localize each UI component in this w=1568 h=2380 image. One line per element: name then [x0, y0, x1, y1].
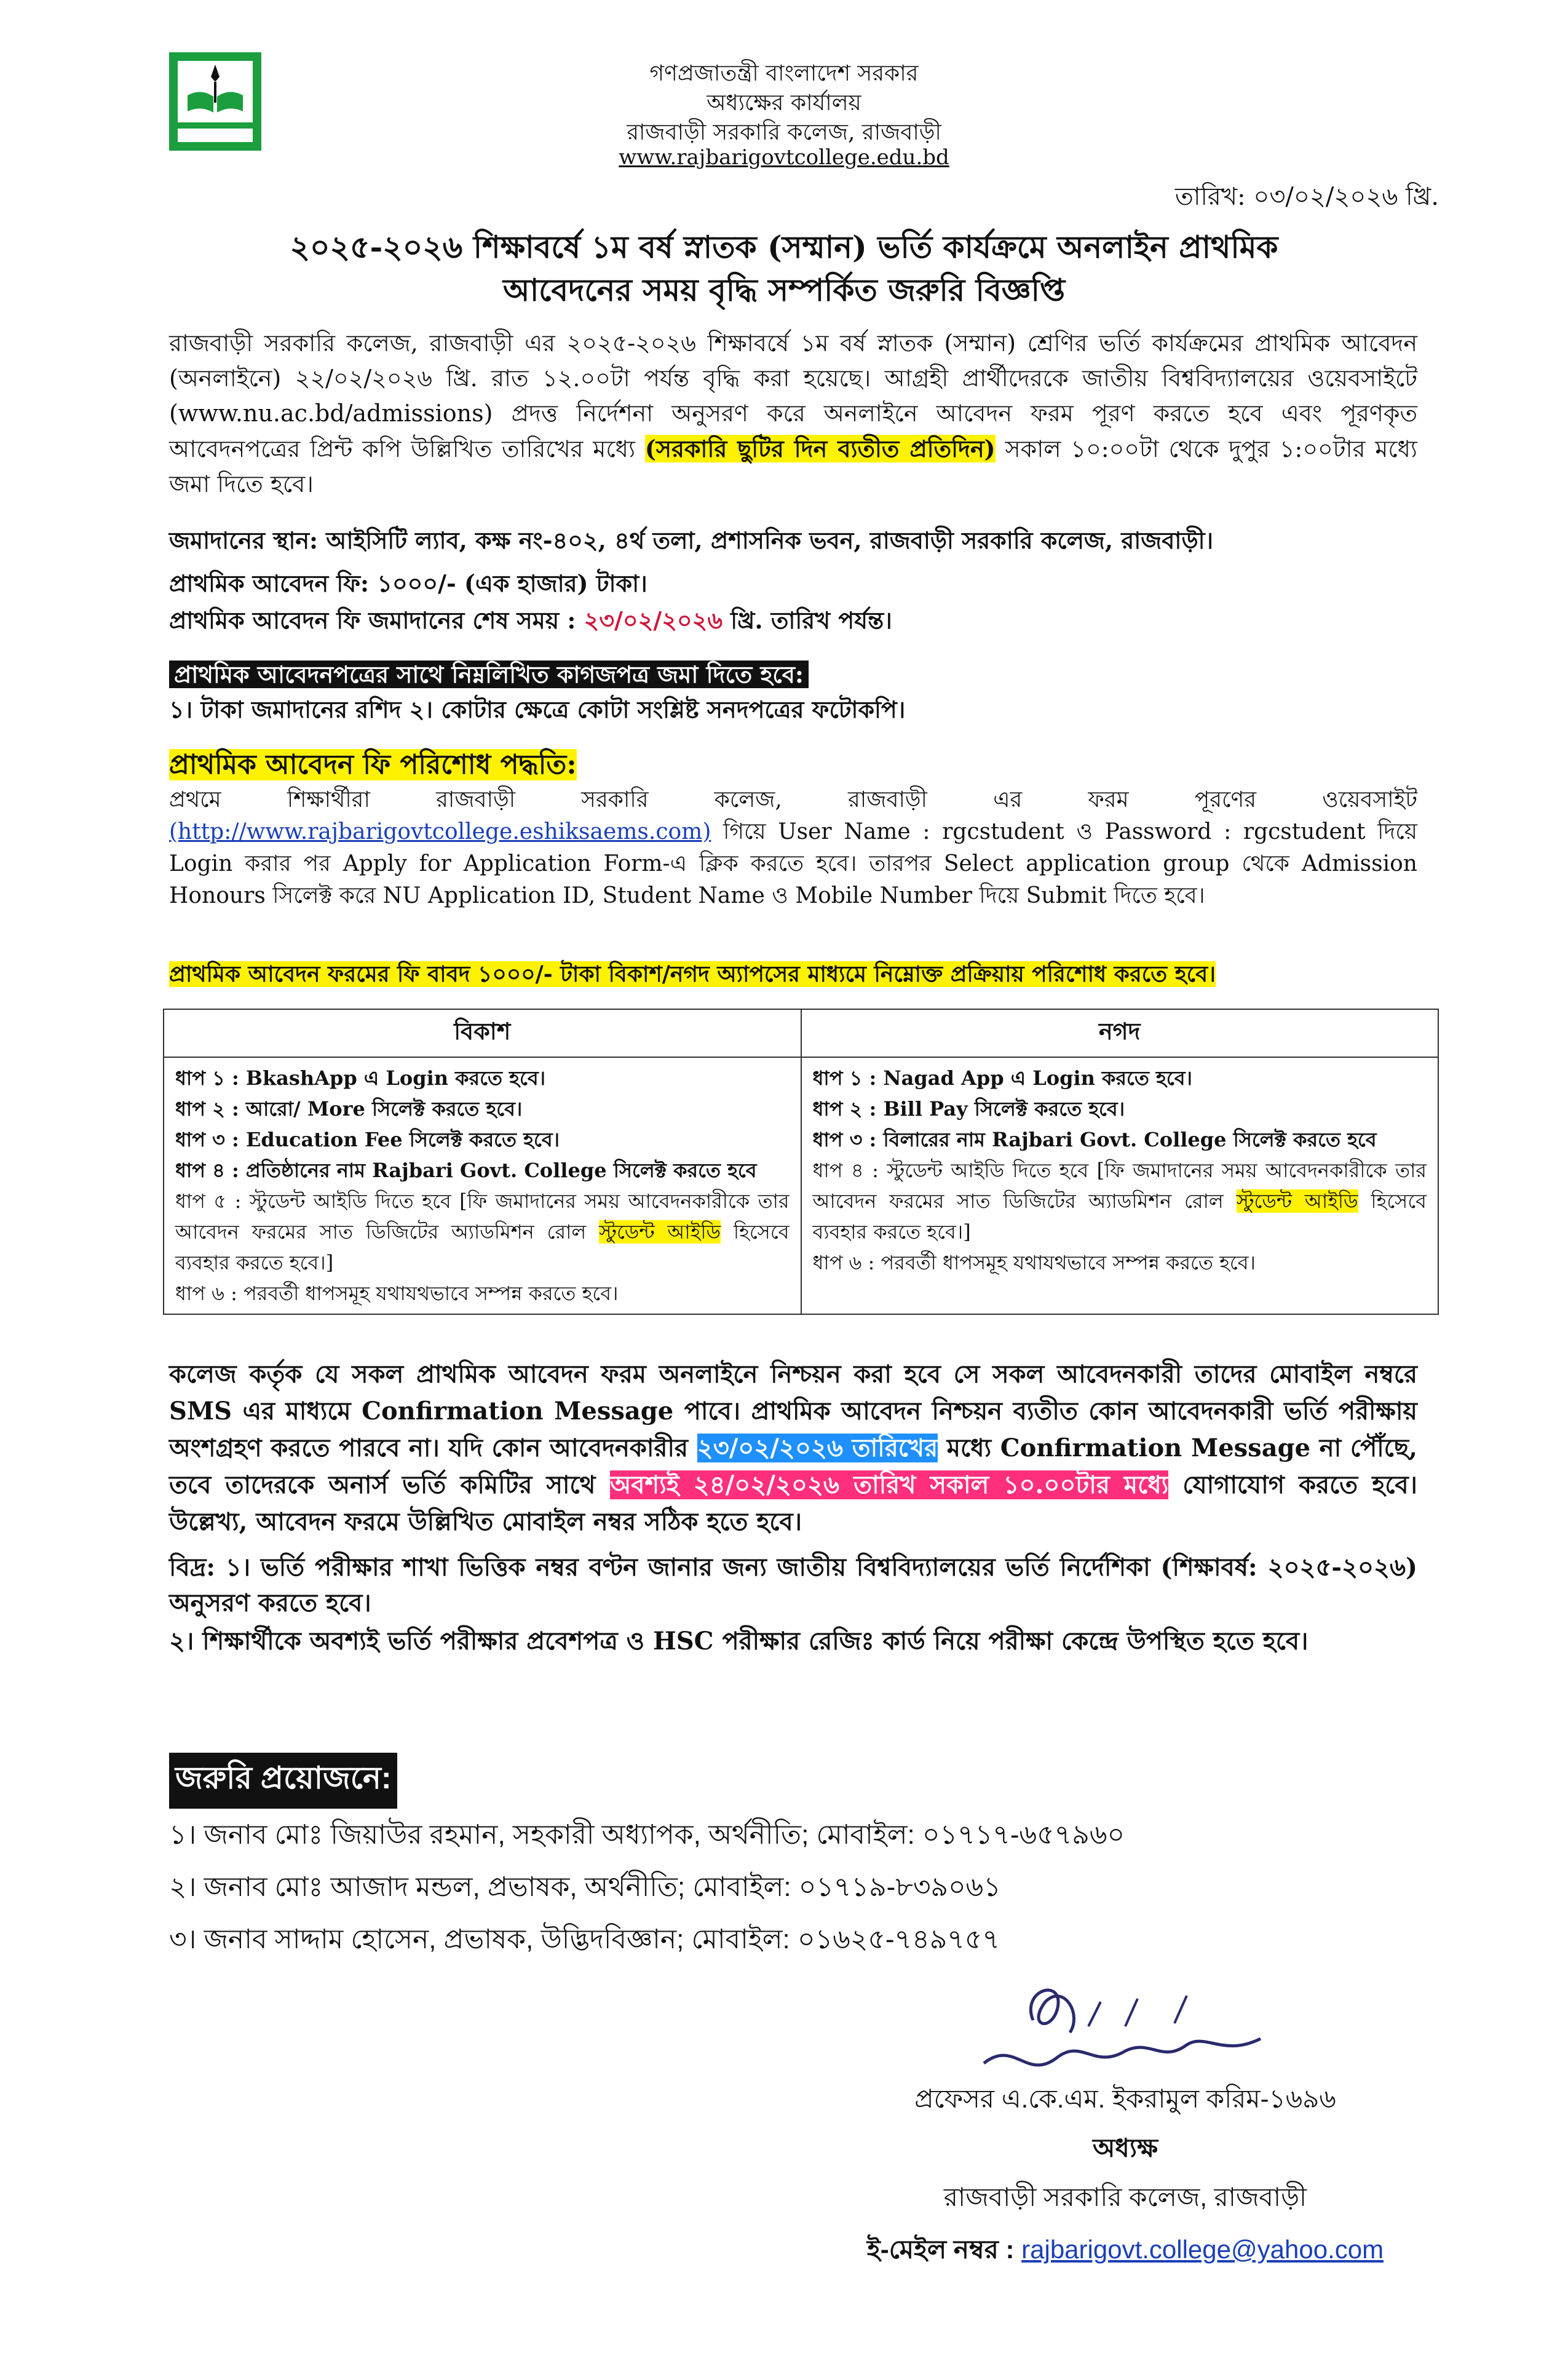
confirm-text-1: কলেজ কর্তৃক যে সকল প্রাথমিক আবেদন ফরম অনলাইনে নিশ্চয়ন করা হবে সে সকল আবেদনকারী তাদের মোবাইল নম্বরে SMS এর মাধ্যমে Confirmation Message পাবে। প্রাথমিক আবেদন নিশ্চয়ন ব্যতীত কোন আবেদনকারী ভর্তি পরীক্ষায় অংশগ্রহণ করতে পারবে না। যদি কোন আবেদনকারীর	[169, 1360, 1417, 1462]
nagad-step-4-highlight: স্টুডেন্ট আইডি	[1236, 1189, 1358, 1213]
confirm-highlight-date: ২৩/০২/২০২৬ তারিখের	[697, 1434, 938, 1462]
deadline-prefix: প্রাথমিক আবেদন ফি জমাদানের শেষ সময় :	[169, 606, 576, 634]
confirmation-paragraph	[169, 1356, 1417, 1541]
bkash-step-3: ধাপ ৩ : Education Fee সিলেক্ট করতে হবে।	[175, 1128, 560, 1151]
payment-note-row	[169, 956, 1417, 992]
deadline-date: ২৩/০২/২০২৬	[584, 606, 723, 634]
payment-steps-table	[163, 1009, 1439, 1315]
nagad-step-5: ধাপ ৬ : পরবর্তী ধাপসমূহ যথাযথভাবে সম্পন্ন করতে হবে।	[812, 1251, 1256, 1274]
intro-highlight: (সরকারি ছুটির দিন ব্যতীত প্রতিদিন)	[644, 435, 996, 462]
header-office: অধ্যক্ষের কার্যালয়	[707, 90, 861, 116]
documents-heading: প্রাথমিক আবেদনপত্রের সাথে নিম্নলিখিত কাগজপত্র জমা দিতে হবে:	[169, 660, 809, 688]
bkash-step-5	[175, 1186, 790, 1278]
payment-text-2: গিয়ে User Name : rgcstudent ও Password : rgcstudent দিয়ে Login করার পর Apply for Application Form-এ ক্লিক করতে হবে। তারপর Select application group থেকে Admission Honours সিলেক্ট করে NU Application ID, Student Name ও Mobile Number দিয়ে Submit দিতে হবে।	[169, 819, 1417, 908]
deadline-suffix: খ্রি. তারিখ পর্যন্ত।	[731, 606, 892, 634]
notice-date: তারিখ: ০৩/০২/২০২৬ খ্রি.	[1174, 183, 1439, 211]
bkash-step-5-text-b: হিসেবে ব্যবহার করতে হবে।]	[175, 1220, 790, 1274]
payment-heading-row	[169, 747, 1417, 783]
intro-text-1: রাজবাড়ী সরকারি কলেজ, রাজবাড়ী এর ২০২৫-২০২৬ শিক্ষাবর্ষে ১ম বর্ষ স্নাতক (সম্মান) শ্রেণির ভর্তি কার্যক্রমের প্রাথমিক আবেদন (অনলাইনে) ২২/০২/২০২৬ খ্রি. রাত ১২.০০টা পর্যন্ত বৃদ্ধি করা হয়েছে। আগ্রহী প্রার্থীদেরকে জাতীয় বিশ্ববিদ্যালয়ের ওয়েবসাইটে (www.nu.ac.bd/admissions) প্রদত্ত নির্দেশনা অনুসরণ করে অনলাইনে আবেদন ফরম পূরণ করতে হবে এবং পূরণকৃত আবেদনপত্রের প্রিন্ট কপি উল্লিখিত তারিখের মধ্যে	[169, 330, 1417, 462]
bkash-steps	[164, 1057, 801, 1314]
email-row	[849, 2229, 1402, 2273]
bkash-step-5-highlight: স্টুডেন্ট আইডি	[599, 1220, 721, 1244]
principal-title: অধ্যক্ষ	[1092, 2133, 1158, 2162]
nagad-column-header: নগদ	[801, 1009, 1439, 1057]
bkash-step-2: ধাপ ২ : আরো/ More সিলেক্ট করতে হবে।	[175, 1097, 523, 1121]
intro-paragraph	[169, 326, 1417, 502]
notice-title-line2: আবেদনের সময় বৃদ্ধি সম্পর্কিত জরুরি বিজ্ঞপ্তি	[502, 272, 1066, 308]
contacts-heading: জরুরি প্রয়োজনে:	[169, 1753, 397, 1809]
payment-link[interactable]: (http://www.rajbarigovtcollege.eshiksaems.com)	[169, 819, 711, 844]
documents-heading-row	[169, 657, 1417, 692]
nagad-step-3: ধাপ ৩ : বিলারের নাম Rajbari Govt. College সিলেক্ট করতে হবে	[812, 1128, 1377, 1151]
payment-instructions	[169, 784, 1417, 912]
bkash-step-5-text-a: ধাপ ৫ : স্টুডেন্ট আইডি দিতে হবে [ফি জমাদানের সময় আবেদনকারীকে তার আবেদন ফরমের সাত ডিজিটের অ্যাডমিশন রোল	[175, 1189, 790, 1244]
email-link[interactable]: rajbarigovt.college@yahoo.com	[1021, 2235, 1384, 2264]
payment-note: প্রাথমিক আবেদন ফরমের ফি বাবদ ১০০০/- টাকা বিকাশ/নগদ অ্যাপসের মাধ্যমে নিম্নোক্ত প্রক্রিয়ায় পরিশোধ করতে হবে।	[169, 961, 1216, 987]
documents-list: ১। টাকা জমাদানের রশিদ ২। কোটার ক্ষেত্রে কোটা সংশ্লিষ্ট সনদপত্রের ফটোকপি।	[169, 696, 906, 723]
contact-2: ২। জনাব মোঃ আজাদ মন্ডল, প্রভাষক, অর্থনীতি; মোবাইল: ০১৭১৯-৮৩৯০৬১	[169, 1872, 1001, 1902]
nagad-steps	[801, 1057, 1439, 1314]
principal-name: প্রফেসর এ.কে.এম. ইকরামুল করিম-১৬৯৬	[914, 2084, 1336, 2113]
notice-title-line1: ২০২৫-২০২৬ শিক্ষাবর্ষে ১ম বর্ষ স্নাতক (সম্মান) ভর্তি কার্যক্রমে অনলাইন প্রাথমিক	[290, 229, 1278, 265]
intro-text-2: সকাল ১০:০০টা থেকে দুপুর ১:০০টার মধ্যে জমা দিতে হবে।	[169, 435, 1417, 498]
application-fee: প্রাথমিক আবেদন ফি: ১০০০/- (এক হাজার) টাকা।	[169, 569, 647, 597]
confirm-text-3: যোগাযোগ করতে হবে। উল্লেখ্য, আবেদন ফরমে উল্লিখিত মোবাইল নম্বর সঠিক হতে হবে।	[169, 1470, 1417, 1536]
confirm-highlight-deadline: অবশ্যই ২৪/০২/২০২৬ তারিখ সকাল ১০.০০টার মধ্যে	[609, 1470, 1169, 1499]
bkash-step-4: ধাপ ৪ : প্রতিষ্ঠানের নাম Rajbari Govt. College সিলেক্ট করতে হবে	[175, 1159, 757, 1182]
bkash-step-1: ধাপ ১ : BkashApp এ Login করতে হবে।	[175, 1066, 546, 1090]
nagad-step-4	[813, 1155, 1427, 1247]
email-label: ই-মেইল নম্বর :	[866, 2235, 1015, 2264]
note-1: বিদ্র: ১। ভর্তি পরীক্ষার শাখা ভিত্তিক নম্বর বণ্টন জানার জন্য জাতীয় বিশ্ববিদ্যালয়ের ভর্তি নির্দেশিকা (শিক্ষাবর্ষ: ২০২৫-২০২৬) অনুসরণ করতে হবে।	[169, 1553, 1417, 1617]
principal-college: রাজবাড়ী সরকারি কলেজ, রাজবাড়ী	[943, 2183, 1307, 2211]
contact-3: ৩। জনাব সাদ্দাম হোসেন, প্রভাষক, উদ্ভিদবিজ্ঞান; মোবাইল: ০১৬২৫-৭৪৯৭৫৭	[169, 1924, 1000, 1954]
header-college: রাজবাড়ী সরকারি কলেজ, রাজবাড়ী	[627, 120, 941, 145]
nagad-step-1: ধাপ ১ : Nagad App এ Login করতে হবে।	[812, 1066, 1192, 1090]
nagad-step-2: ধাপ ২ : Bill Pay সিলেক্ট করতে হবে।	[812, 1097, 1125, 1121]
header-government: গণপ্রজাতন্ত্রী বাংলাদেশ সরকার	[649, 61, 919, 86]
note-2: ২। শিক্ষার্থীকে অবশ্যই ভর্তি পরীক্ষার প্রবেশপত্র ও HSC পরীক্ষার রেজিঃ কার্ড নিয়ে পরীক্ষা কেন্দ্রে উপস্থিত হতে হবে।	[169, 1627, 1309, 1656]
confirm-text-2: মধ্যে Confirmation Message না পৌঁছে, তবে তাদেরকে অনার্স ভর্তি কমিটির সাথে	[169, 1434, 1417, 1499]
fee-deadline	[169, 603, 1417, 638]
payment-heading: প্রাথমিক আবেদন ফি পরিশোধ পদ্ধতি:	[169, 749, 577, 780]
bkash-step-6: ধাপ ৬ : পরবর্তী ধাপসমূহ যথাযথভাবে সম্পন্ন করতে হবে।	[175, 1282, 619, 1305]
payment-text-1: প্রথমে শিক্ষার্থীরা রাজবাড়ী সরকারি কলেজ, রাজবাড়ী এর ফরম পূরণের ওয়েবসাইট	[169, 787, 1417, 812]
handwritten-signature	[941, 1965, 1285, 2088]
header-website: www.rajbarigovtcollege.edu.bd	[619, 145, 949, 170]
contact-1: ১। জনাব মোঃ জিয়াউর রহমান, সহকারী অধ্যাপক, অর্থনীতি; মোবাইল: ০১৭১৭-৬৫৭৯৬০	[169, 1820, 1125, 1850]
bkash-column-header: বিকাশ	[164, 1009, 801, 1057]
submission-location: জমাদানের স্থান: আইসিটি ল্যাব, কক্ষ নং-৪০২, ৪র্থ তলা, প্রশাসনিক ভবন, রাজবাড়ী সরকারি কলেজ, রাজবাড়ী।	[169, 526, 1214, 554]
nagad-step-4-text-b: হিসেবে ব্যবহার করতে হবে।]	[812, 1189, 1427, 1244]
nagad-step-4-text-a: ধাপ ৪ : স্টুডেন্ট আইডি দিতে হবে [ফি জমাদানের সময় আবেদনকারীকে তার আবেদন ফরমের সাত ডিজিটের অ্যাডমিশন রোল	[812, 1159, 1427, 1213]
